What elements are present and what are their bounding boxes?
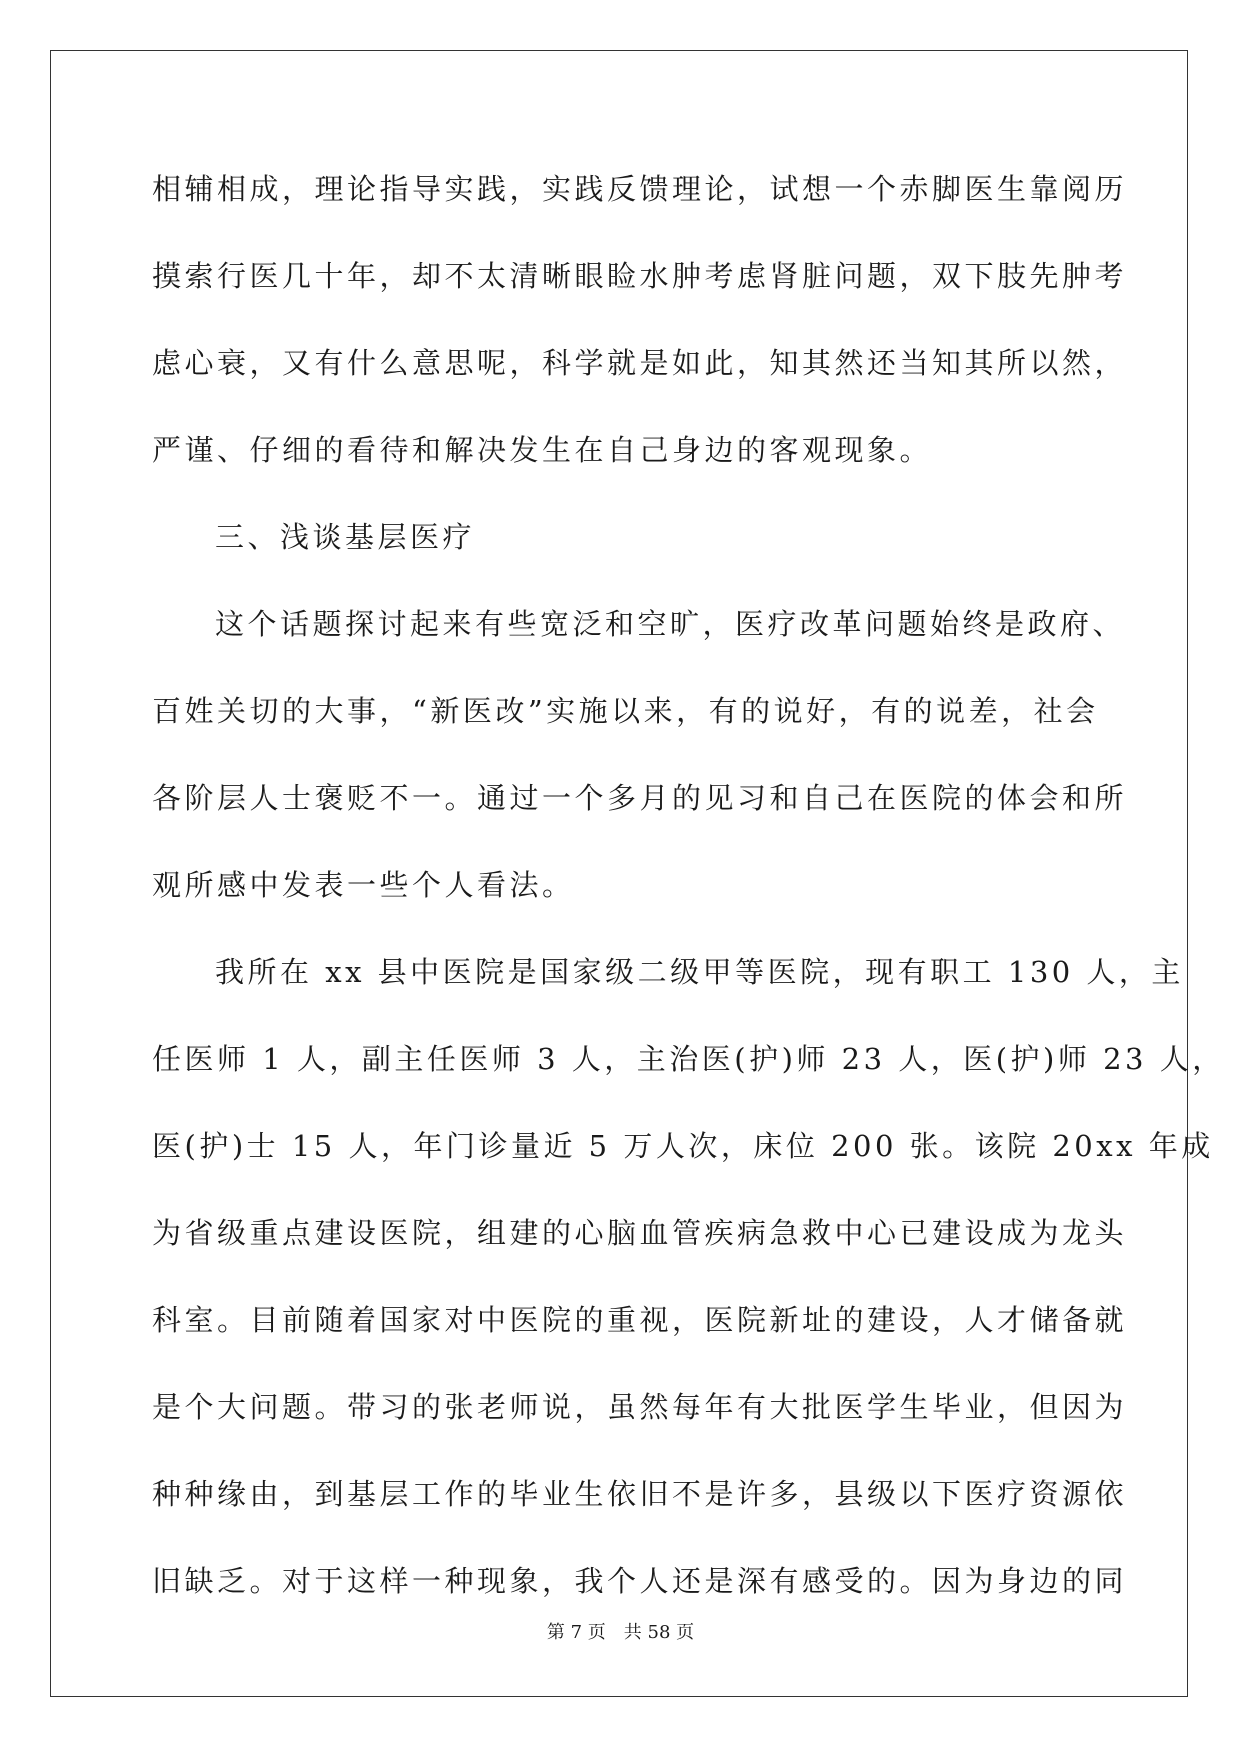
text-line: 这个话题探讨起来有些宽泛和空旷，医疗改革问题始终是政府、 (215, 607, 1126, 641)
text-line: 旧缺乏。对于这样一种现象，我个人还是深有感受的。因为身边的同 (152, 1564, 1128, 1598)
text-line: 科室。目前随着国家对中医院的重视，医院新址的建设，人才储备就 (152, 1303, 1128, 1337)
text-line: 是个大问题。带习的张老师说，虽然每年有大批医学生毕业，但因为 (152, 1390, 1128, 1424)
text-line: 种种缘由，到基层工作的毕业生依旧不是许多，县级以下医疗资源依 (152, 1477, 1128, 1511)
page-footer (0, 1622, 1241, 1644)
text-line: 观所感中发表一些个人看法。 (152, 868, 575, 902)
page-number: 第 7 页 (546, 1622, 606, 1643)
text-line: 医(护)士 15 人，年门诊量近 5 万人次，床位 200 张。该院 20xx 年成 (152, 1129, 1214, 1163)
text-line: 任医师 1 人，副主任医师 3 人，主治医(护)师 23 人，医(护)师 23 人， (152, 1042, 1225, 1076)
text-line: 虑心衰，又有什么意思呢，科学就是如此，知其然还当知其所以然， (152, 346, 1128, 380)
text-line: 我所在 xx 县中医院是国家级二级甲等医院，现有职工 130 人，主 (215, 955, 1184, 989)
section-heading: 三、浅谈基层医疗 (215, 520, 476, 554)
text-line: 为省级重点建设医院，组建的心脑血管疾病急救中心已建设成为龙头 (152, 1216, 1128, 1250)
text-line: 严谨、仔细的看待和解决发生在自己身边的客观现象。 (152, 433, 933, 467)
text-line: 各阶层人士褒贬不一。通过一个多月的见习和自己在医院的体会和所 (152, 781, 1128, 815)
text-line: 百姓关切的大事，“新医改”实施以来，有的说好，有的说差，社会 (152, 694, 1099, 728)
text-line: 摸索行医几十年，却不太清晰眼睑水肿考虑肾脏问题，双下肢先肿考 (152, 259, 1128, 293)
text-line: 相辅相成，理论指导实践，实践反馈理论，试想一个赤脚医生靠阅历 (152, 172, 1128, 206)
page-total: 共 58 页 (623, 1622, 695, 1643)
